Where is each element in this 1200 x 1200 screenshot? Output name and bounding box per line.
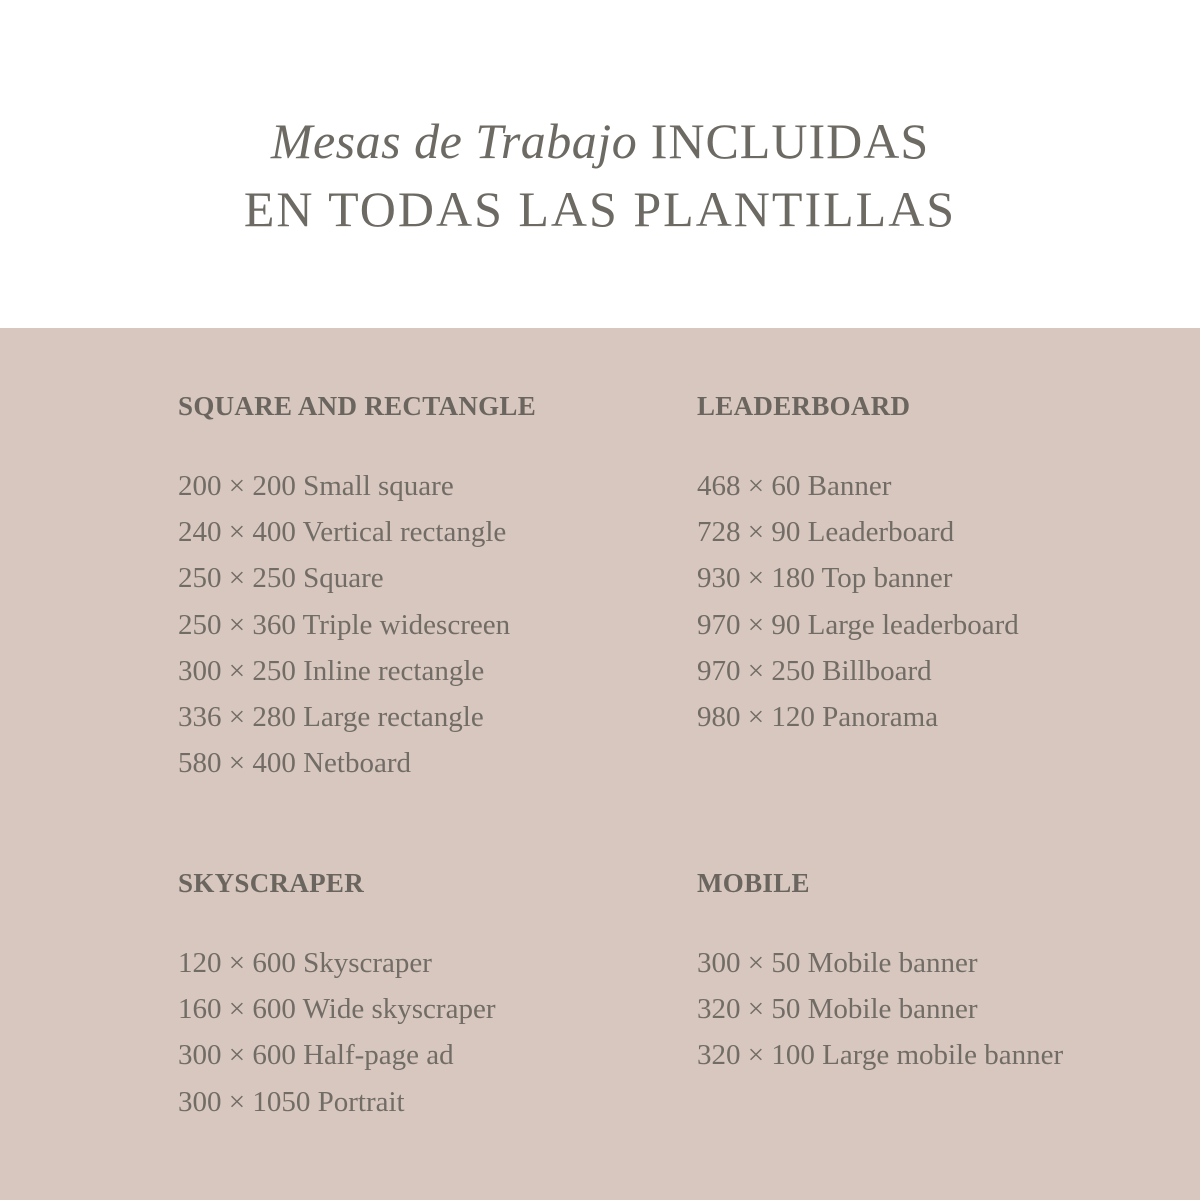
size-item: 300 × 600 Half-page ad [178,1039,454,1072]
page-title-line-2: EN TODAS LAS PLANTILLAS [243,181,957,237]
size-item: 336 × 280 Large rectangle [178,701,484,734]
size-item: 160 × 600 Wide skyscraper [178,993,496,1026]
size-item: 300 × 250 Inline rectangle [178,654,485,687]
size-item: 320 × 100 Large mobile banner [697,1039,1064,1072]
size-item: 300 × 1050 Portrait [178,1085,405,1118]
size-item: 728 × 90 Leaderboard [697,516,955,549]
size-item: 580 × 400 Netboard [178,747,412,780]
size-list [697,463,1019,740]
section-square-and-rectangle [178,390,536,786]
size-item: 930 × 180 Top banner [697,562,953,595]
section-heading: LEADERBOARD [697,391,911,421]
size-item: 980 × 120 Panorama [697,701,939,734]
size-item: 240 × 400 Vertical rectangle [178,516,507,549]
size-list [178,463,536,786]
section-heading: MOBILE [697,868,810,898]
size-item: 300 × 50 Mobile banner [697,947,978,979]
size-item: 468 × 60 Banner [697,470,892,502]
section-heading: SQUARE AND RECTANGLE [178,391,537,421]
size-item: 120 × 600 Skyscraper [178,947,432,979]
size-item: 200 × 200 Small square [178,470,454,502]
section-mobile [697,867,1063,1079]
size-item: 970 × 90 Large leaderboard [697,608,1019,641]
size-item: 320 × 50 Mobile banner [697,993,978,1026]
size-list [178,940,495,1125]
size-item: 250 × 250 Square [178,562,384,595]
page-title-line-1 [0,113,1200,169]
title-line1-rest: INCLUIDAS [650,113,930,169]
section-heading: SKYSCRAPER [178,868,365,898]
section-skyscraper [178,867,495,1125]
title-italic-part: Mesas de Trabajo [270,113,638,169]
size-list [697,940,1063,1079]
size-item: 250 × 360 Triple widescreen [178,608,511,641]
header [0,0,1200,328]
section-leaderboard [697,390,1019,740]
size-item: 970 × 250 Billboard [697,654,932,687]
